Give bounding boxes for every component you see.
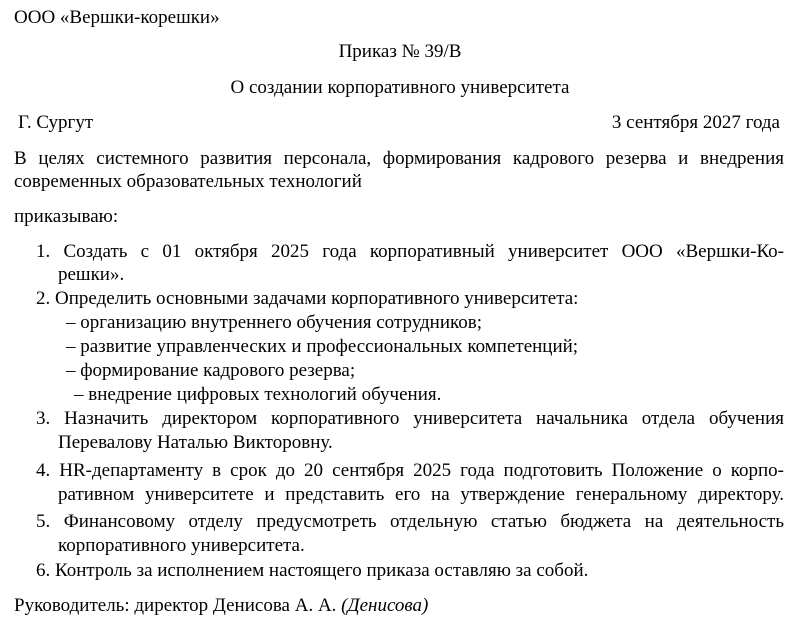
- item-3-line-1: 3. Назначить директором корпоративного университета начальника отдела обучения: [36, 408, 784, 429]
- item-1-line-1: 1. Создать с 01 октября 2025 года корпоративный университет ООО «Вершки-Ко-: [36, 241, 784, 262]
- item-1-line-2: решки».: [58, 264, 125, 285]
- item-5-line-2: корпоративного университета.: [58, 535, 305, 556]
- item-2-line-1: 2. Определить основными задачами корпоративного университета:: [36, 288, 579, 309]
- place: Г. Сургут: [18, 112, 94, 133]
- company-name: ООО «Вершки-корешки»: [14, 7, 220, 28]
- item-2-sub-2: – развитие управленческих и профессиональных компетенций;: [66, 336, 579, 357]
- signature-name: (Денисова): [341, 595, 429, 616]
- item-4-line-2: ративном университете и представить его на утверждение генеральному директору.: [58, 484, 784, 505]
- item-5-line-1: 5. Финансовому отделу предусмотреть отдельную статью бюджета на деятельность: [36, 511, 784, 532]
- signature-line: [14, 594, 428, 618]
- item-4-line-1: 4. HR-департаменту в срок до 20 сентября 2025 года подготовить Положение о корпо-: [36, 460, 784, 481]
- order-date: 3 сентября 2027 года: [611, 112, 780, 133]
- preamble-line-1: В целях системного развития персонала, формирования кадрового резерва и внедрения: [14, 148, 784, 169]
- preamble-line-2: современных образовательных технологий: [14, 171, 362, 192]
- item-3-line-2: Перевалову Наталью Викторовну.: [58, 432, 333, 453]
- item-6-line-1: 6. Контроль за исполнением настоящего приказа оставляю за собой.: [36, 560, 589, 581]
- order-subject: О создании корпоративного университета: [230, 77, 570, 98]
- item-2-sub-4: – внедрение цифровых технологий обучения.: [74, 384, 442, 405]
- signature-label: Руководитель: директор Денисова А. А.: [14, 595, 337, 616]
- order-word: приказываю:: [14, 206, 119, 227]
- order-number: Приказ № 39/В: [338, 41, 462, 62]
- item-2-sub-1: – организацию внутреннего обучения сотрудников;: [66, 312, 483, 333]
- item-2-sub-3: – формирование кадрового резерва;: [66, 360, 356, 381]
